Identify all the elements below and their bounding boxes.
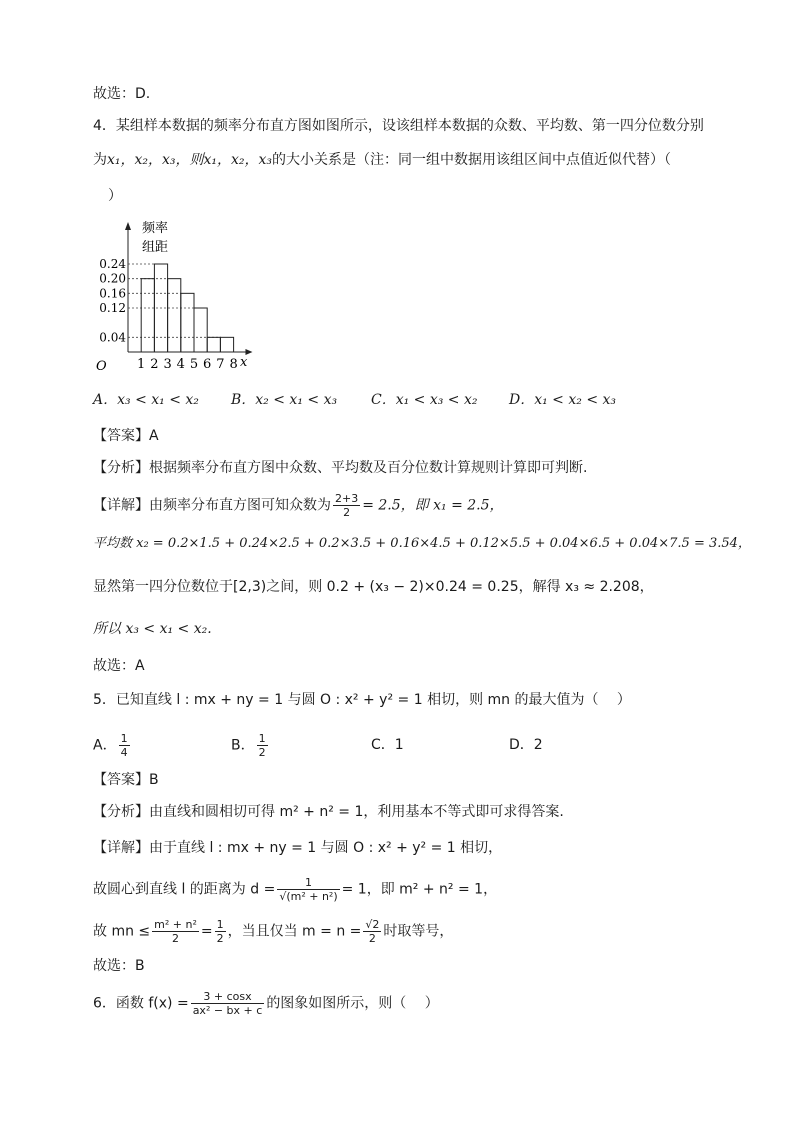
q4-detail-1-pre: 由频率分布直方图可知众数为 bbox=[149, 497, 331, 514]
q5-option-b[interactable] bbox=[231, 732, 270, 759]
histogram-bar bbox=[194, 308, 207, 352]
q4-detail-1 bbox=[93, 492, 504, 519]
root-fraction-den: 2 bbox=[368, 932, 376, 945]
q4-stem-line2-pre: 为 bbox=[93, 152, 107, 168]
q4-analysis bbox=[93, 458, 587, 478]
q4-detail-2: 平均数 x₂ = 0.2×1.5 + 0.24×2.5 + 0.2×3.5 + 0.16×4.5 + 0.12×5.5 + 0.04×6.5 + 0.04×7.5 = 3.54， bbox=[93, 536, 751, 551]
y-tick-label: 0.12 bbox=[99, 301, 126, 315]
q3-conclusion: 故选：D. bbox=[93, 86, 151, 102]
x-tick-label: 3 bbox=[163, 357, 172, 372]
x-tick-label: 2 bbox=[150, 357, 159, 372]
q4-detail-1-post: = 2.5，即 x₁ = 2.5， bbox=[362, 497, 504, 514]
analysis-text: 由直线和圆相切可得 m² + n² = 1，利用基本不等式即可求得答案. bbox=[149, 804, 564, 820]
q4-detail-4: 所以 x₃ < x₁ < x₂. bbox=[93, 621, 212, 637]
y-tick-label: 0.24 bbox=[99, 257, 126, 271]
root-fraction bbox=[363, 918, 381, 945]
q5-option-a-num: 1 bbox=[120, 732, 128, 745]
q5-option-b-fraction bbox=[257, 732, 268, 759]
origin-label: O bbox=[96, 359, 107, 374]
detail-tag: 【详解】 bbox=[93, 497, 149, 514]
answer-tag: 【答案】 bbox=[93, 772, 149, 788]
y-axis-label-bottom: 组距 bbox=[142, 240, 169, 255]
q4-stem-line3: ） bbox=[108, 188, 122, 204]
histogram-bar bbox=[220, 337, 233, 352]
q5-option-d[interactable]: D．2 bbox=[509, 737, 543, 753]
x-tick-label: 6 bbox=[203, 357, 212, 372]
y-tick-label: 0.20 bbox=[99, 271, 126, 286]
q5-detail-3-pre: 故 mn ≤ bbox=[93, 923, 151, 940]
q5-detail-3-post2: 时取等号， bbox=[383, 923, 454, 940]
q4-detail-3: 显然第一四分位数位于[2,3)之间，则 0.2 + (x₃ − 2)×0.24 = 0.25，解得 x₃ ≈ 2.208， bbox=[93, 579, 654, 595]
x-axis-arrow bbox=[245, 349, 252, 355]
q5-stem: 5．已知直线 l : mx + ny = 1 与圆 O : x² + y² = 1 相切，则 mn 的最大值为（ ） bbox=[93, 692, 631, 708]
ineq-fraction-num: m² + n² bbox=[154, 918, 197, 931]
y-tick-label: 0.16 bbox=[99, 286, 126, 301]
q4-answer bbox=[93, 426, 159, 446]
q5-detail-2-pre: 故圆心到直线 l 的距离为 d = bbox=[93, 881, 276, 898]
q5-detail-2 bbox=[93, 876, 497, 903]
q5-detail-1-text: 由于直线 l : mx + ny = 1 与圆 O : x² + y² = 1 相切， bbox=[149, 840, 503, 856]
x-tick-label: 4 bbox=[176, 357, 185, 372]
histogram-bar bbox=[207, 337, 220, 352]
half-fraction bbox=[215, 918, 226, 945]
mode-fraction-den: 2 bbox=[343, 506, 351, 519]
q5-option-a-fraction bbox=[119, 732, 130, 759]
q4-option-d[interactable]: D．x₁ < x₂ < x₃ bbox=[509, 392, 617, 408]
answer-tag: 【答案】 bbox=[93, 428, 149, 444]
y-axis-label-top: 频率 bbox=[142, 221, 169, 236]
q5-answer bbox=[93, 770, 159, 790]
q6-function-fraction bbox=[191, 990, 265, 1017]
q5-option-b-den: 2 bbox=[258, 746, 266, 759]
answer-value: A bbox=[149, 428, 159, 444]
q4-option-c[interactable]: C．x₁ < x₃ < x₂ bbox=[371, 392, 478, 408]
q5-option-b-num: 1 bbox=[258, 732, 266, 745]
analysis-text: 根据频率分布直方图中众数、平均数及百分位数计算规则计算即可判断. bbox=[149, 460, 588, 476]
q5-option-b-label: B． bbox=[231, 737, 255, 754]
y-tick-label: 0.04 bbox=[99, 330, 126, 345]
mode-fraction-num: 2+3 bbox=[335, 492, 359, 505]
q6-stem-post: 的图象如图所示，则（ ） bbox=[266, 995, 439, 1012]
q5-option-a-label: A． bbox=[93, 737, 117, 754]
frequency-histogram bbox=[92, 214, 262, 374]
q5-detail-3 bbox=[93, 918, 453, 945]
q6-function-num: 3 + cosx bbox=[191, 990, 265, 1004]
q5-option-a-den: 4 bbox=[120, 746, 128, 759]
q4-stem-line2-post: 的大小关系是（注：同一组中数据用该组区间中点值近似代替）（ bbox=[272, 152, 672, 168]
x-tick-label: 7 bbox=[216, 357, 225, 372]
distance-fraction-num: 1 bbox=[277, 876, 339, 890]
q5-option-a[interactable] bbox=[93, 732, 132, 759]
half-fraction-num: 1 bbox=[216, 918, 224, 931]
q4-stem-line1: 4．某组样本数据的频率分布直方图如图所示，设该组样本数据的众数、平均数、第一四分位数分别 bbox=[93, 118, 704, 134]
answer-value: B bbox=[149, 772, 159, 788]
histogram-bar bbox=[141, 279, 154, 352]
ineq-fraction-den: 2 bbox=[172, 932, 180, 945]
q4-option-a[interactable]: A．x₃ < x₁ < x₂ bbox=[93, 392, 199, 408]
q5-conclusion: 故选：B bbox=[93, 958, 145, 974]
q4-conclusion: 故选：A bbox=[93, 658, 145, 674]
q4-stem-line2 bbox=[93, 150, 671, 170]
x-tick-label: 5 bbox=[189, 357, 199, 372]
q5-option-c[interactable]: C．1 bbox=[371, 737, 404, 753]
distance-fraction-den: √(m² + n²) bbox=[279, 890, 338, 903]
root-fraction-num: √2 bbox=[365, 918, 380, 931]
q6-function-den: ax² − bx + c bbox=[192, 1004, 263, 1017]
q4-stem-line2-vars: x₁，x₂，x₃，则x₁，x₂，x₃ bbox=[107, 152, 273, 168]
analysis-tag: 【分析】 bbox=[93, 460, 149, 476]
detail-tag: 【详解】 bbox=[93, 840, 149, 856]
q6-stem bbox=[93, 990, 439, 1017]
analysis-tag: 【分析】 bbox=[93, 804, 149, 820]
mode-fraction bbox=[333, 492, 360, 519]
q5-detail-3-post1: ，当且仅当 m = n = bbox=[227, 923, 362, 940]
x-tick-label: 1 bbox=[137, 357, 146, 372]
ineq-fraction bbox=[152, 918, 199, 945]
q5-detail-3-mid: = bbox=[200, 923, 213, 940]
q4-option-b[interactable]: B．x₂ < x₁ < x₃ bbox=[231, 392, 338, 408]
histogram-bar bbox=[181, 293, 194, 352]
y-axis-arrow bbox=[125, 222, 131, 230]
x-axis-label: x bbox=[240, 355, 248, 370]
distance-fraction bbox=[277, 876, 339, 903]
q6-stem-pre: 6．函数 f(x) = bbox=[93, 995, 189, 1012]
q5-detail-1 bbox=[93, 838, 502, 858]
histogram-bar bbox=[168, 279, 181, 352]
half-fraction-den: 2 bbox=[216, 932, 224, 945]
q5-detail-2-post: = 1，即 m² + n² = 1， bbox=[341, 881, 498, 898]
q5-analysis bbox=[93, 802, 564, 822]
x-tick-label: 8 bbox=[229, 357, 238, 372]
